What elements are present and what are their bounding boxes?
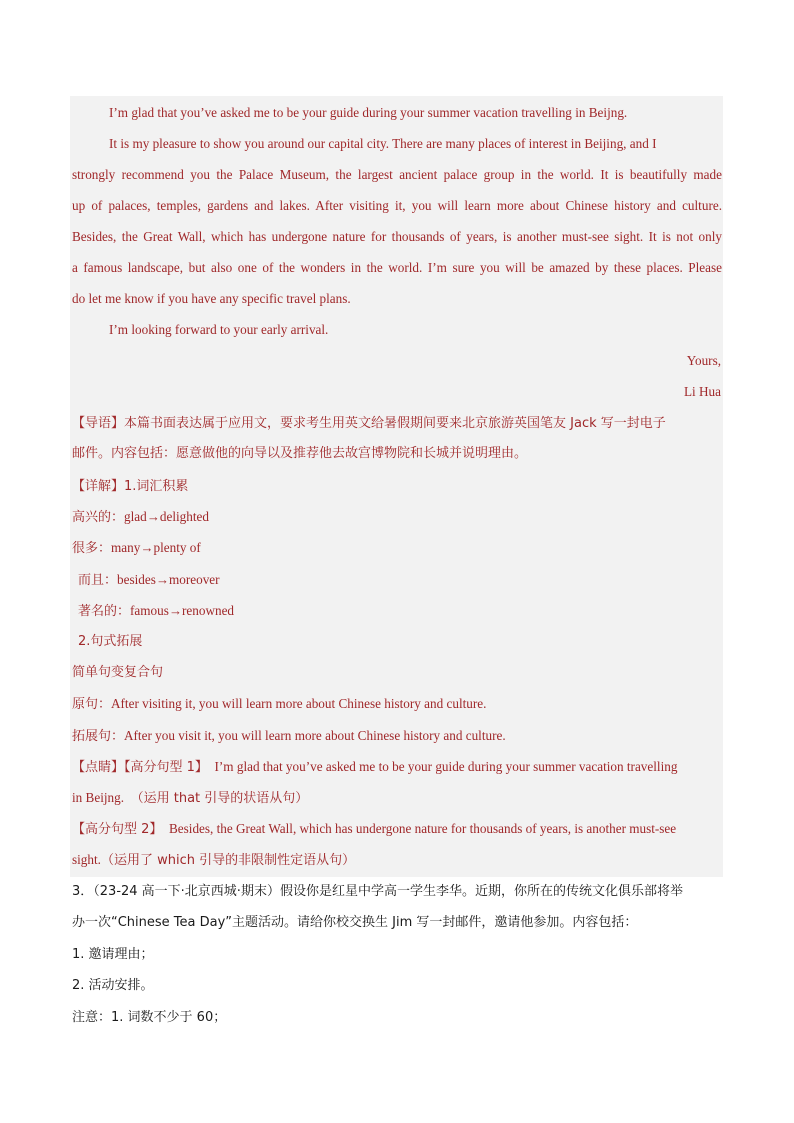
guide-line-2: 邮件。内容包括：愿意做他的向导以及推荐他去故宫博物院和长城并说明理由。 (72, 446, 528, 461)
highlight-type-2-cont (72, 844, 722, 875)
vocab-en: glad→delighted (124, 509, 209, 524)
extended-label: 拓展句： (72, 729, 125, 744)
original-text: After visiting it, you will learn more about Chinese history and culture. (111, 696, 487, 711)
letter-paragraph-2-line: strongly recommend you the Palace Museum, the largest ancient palace group in the world. It is beautifully made (72, 167, 722, 182)
details-sub-heading: 简单句变复合句 (72, 665, 164, 680)
letter-signature: Li Hua (684, 384, 721, 399)
vocab-cn: 高兴的： (72, 510, 125, 525)
details-label: 【详解】 (72, 479, 125, 494)
extended-sentence (72, 720, 722, 751)
question-3-line-1: 3．（23-24 高一下·北京西城·期末）假设你是红星中学高一学生李华。近期，你所在的传统文化俱乐部将举 (72, 884, 683, 899)
original-label: 原句： (72, 697, 112, 712)
highlight-type-2 (72, 813, 722, 844)
vocab-item (72, 532, 722, 563)
letter-closing: Yours, (686, 353, 721, 368)
letter-paragraph-1: I’m glad that you’ve asked me to be your guide during your summer vacation travelling in Beijng. (109, 105, 628, 120)
highlight-type-1-cont (72, 782, 722, 813)
type1-note: （运用 that 引导的状语从句） (130, 791, 309, 806)
letter-paragraph-2-line: a famous landscape, but also one of the wonders in the world. I’m sure you will be amazed by these places. Please (72, 260, 722, 275)
details-heading-1: 1.词汇积累 (124, 479, 189, 494)
highlight-type-1 (72, 751, 722, 782)
question-3-item-2: 2. 活动安排。 (72, 978, 154, 993)
type1-text: I’m glad that you’ve asked me to be your guide during your summer vacation travelling (214, 759, 678, 774)
highlights-label: 【点睛】 (72, 760, 125, 775)
type2-cont: sight. (72, 852, 101, 867)
letter-paragraph-3: I’m looking forward to your early arrival. (109, 322, 329, 337)
guide-label: 【导语】 (72, 416, 125, 431)
letter-paragraph-2-line: It is my pleasure to show you around our capital city. There are many places of interest in Beijing, and I (109, 136, 657, 151)
question-3-line-2: 办一次“Chinese Tea Day”主题活动。请给你校交换生 Jim 写一封邮件，邀请他参加。内容包括： (72, 915, 638, 930)
extended-text: After you visit it, you will learn more about Chinese history and culture. (124, 728, 506, 743)
letter-paragraph-2-line: do let me know if you have any specific travel plans. (72, 291, 351, 306)
details-heading-2: 2.句式拓展 (78, 634, 143, 649)
details-heading (72, 470, 722, 501)
guide-line-1 (72, 407, 722, 438)
vocab-cn: 而且： (78, 573, 118, 588)
type2-note: （运用了 which 引导的非限制性定语从句） (100, 853, 356, 868)
vocab-item (72, 564, 722, 595)
vocab-en: many→plenty of (111, 540, 201, 555)
vocab-en: famous→renowned (130, 603, 235, 618)
vocab-item (72, 501, 722, 532)
question-3-item-1: 1. 邀请理由； (72, 947, 154, 962)
guide-text: 本篇书面表达属于应用文，要求考生用英文给暑假期间要来北京旅游英国笔友 Jack 写一封电子 (124, 416, 666, 431)
letter-paragraph-2-line: up of palaces, temples, gardens and lakes. After visiting it, you will learn more about Chinese history and culture. (72, 198, 722, 213)
type2-label: 【高分句型 2】 (72, 822, 163, 837)
question-3-note: 注意：1. 词数不少于 60； (72, 1010, 227, 1025)
vocab-item (72, 595, 722, 626)
vocab-en: besides→moreover (117, 572, 220, 587)
type1-label: 【高分句型 1】 (124, 760, 208, 775)
vocab-cn: 很多： (72, 541, 112, 556)
type1-cont: in Beijng. (72, 790, 125, 805)
original-sentence (72, 688, 722, 719)
vocab-cn: 著名的： (78, 604, 131, 619)
type2-text: Besides, the Great Wall, which has undergone nature for thousands of years, is another must-see (169, 821, 677, 836)
letter-paragraph-2-line: Besides, the Great Wall, which has undergone nature for thousands of years, is another must-see sight. It is not only (72, 229, 722, 244)
